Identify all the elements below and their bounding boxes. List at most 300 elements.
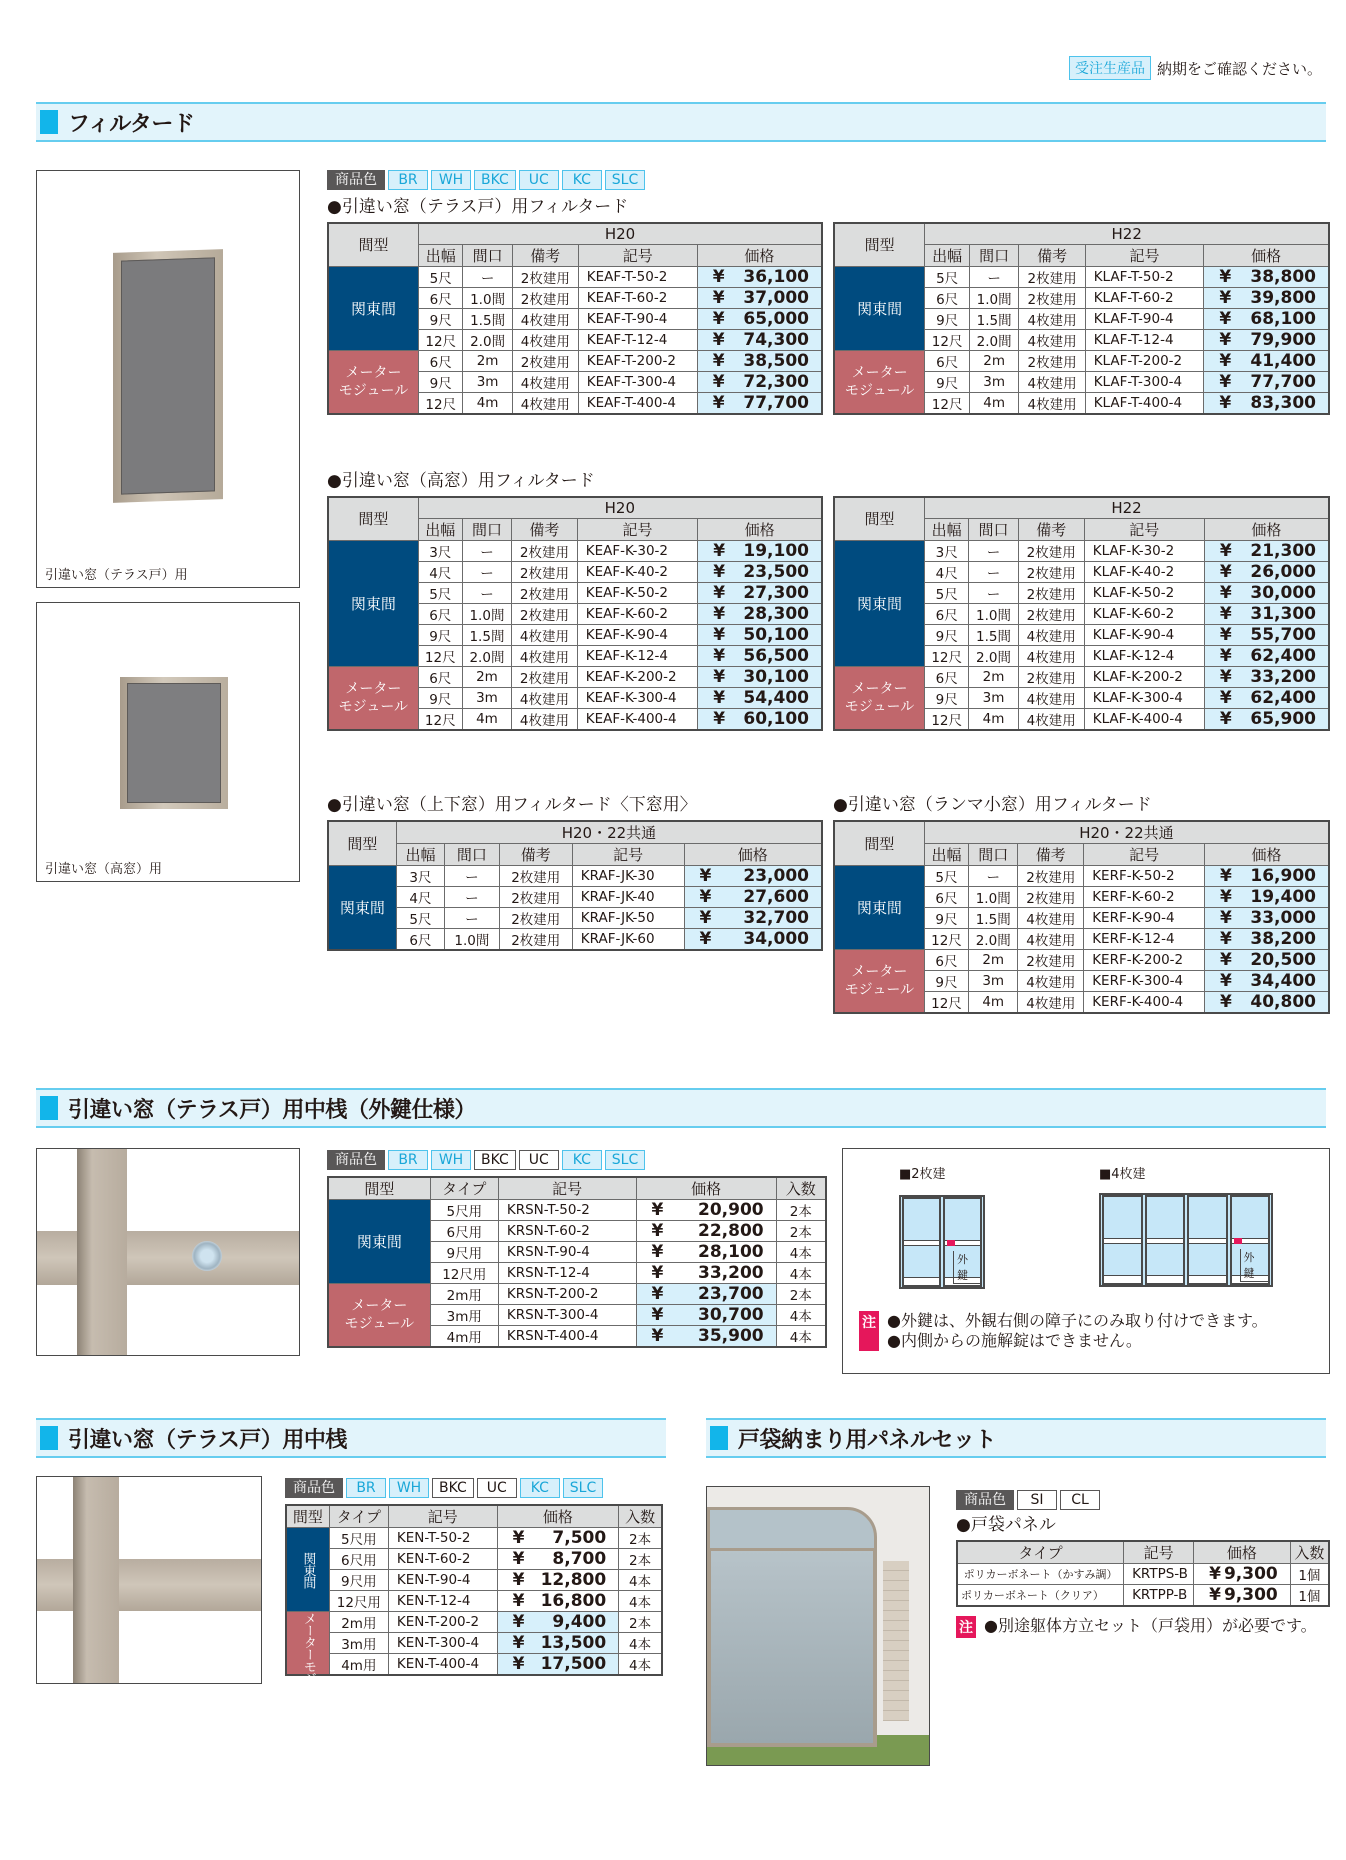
cell-code: KLAF-T-200-2 — [1085, 350, 1204, 371]
cell-note: 4枚建用 — [512, 329, 578, 350]
cell-price — [1205, 908, 1329, 929]
col-header: 記号 — [1084, 518, 1204, 540]
height-header: H20・22共通 — [396, 821, 822, 844]
color-label: 商品色 — [285, 1478, 343, 1498]
cell-note: 2枚建用 — [512, 603, 578, 624]
col-header: 間口 — [445, 844, 500, 866]
made-to-order-badge: 受注生産品 — [1069, 56, 1151, 80]
price-value: 34,000 — [743, 929, 809, 949]
group-label: メーター — [851, 364, 908, 381]
cell-price — [636, 1284, 776, 1305]
price-table — [327, 222, 823, 415]
col-header: 間型 — [328, 497, 418, 540]
group-meter-module — [834, 950, 924, 1014]
col-header: 備考 — [512, 244, 578, 266]
cell-price — [1205, 971, 1329, 992]
cell-qty: 4本 — [619, 1591, 662, 1612]
table-row — [286, 1633, 662, 1654]
price-value: 65,900 — [1250, 708, 1316, 729]
cell-span: 2m — [969, 350, 1019, 371]
cell-note: 2枚建用 — [499, 908, 572, 929]
col-header: 価格 — [1205, 844, 1329, 866]
cell-price — [1205, 992, 1329, 1014]
cell-width: 5尺 — [925, 582, 969, 603]
cell-span: ー — [462, 582, 511, 603]
col-header: 間型 — [328, 821, 396, 866]
price-table-krsn — [327, 1176, 827, 1348]
yen-sign: ¥ — [1219, 540, 1232, 561]
cell-price — [684, 866, 822, 887]
yen-sign: ¥ — [1219, 266, 1232, 287]
cell-width: 5尺 — [418, 582, 462, 603]
yen-sign: ¥ — [699, 887, 712, 907]
cell-price — [636, 1200, 776, 1221]
cell-span: ー — [445, 866, 500, 887]
table-row — [957, 1564, 1329, 1585]
col-header: 出幅 — [396, 844, 444, 866]
col-header: 記号 — [577, 518, 697, 540]
price-value: 40,800 — [1250, 992, 1316, 1012]
table-row — [834, 266, 1329, 287]
price-value: 36,100 — [743, 266, 809, 287]
cell-qty: 4本 — [619, 1570, 662, 1591]
yen-sign: ¥ — [512, 1633, 525, 1653]
price-value: 62,400 — [1250, 687, 1316, 708]
cell-type: ポリカーボネート（かすみ調） — [957, 1564, 1124, 1585]
yen-sign: ¥ — [651, 1263, 664, 1283]
product-image-nakasan-key — [36, 1148, 300, 1356]
cell-width: 6尺 — [925, 603, 969, 624]
yen-sign: ¥ — [712, 308, 725, 329]
cell-width: 9尺 — [925, 308, 970, 329]
yen-sign: ¥ — [1219, 708, 1232, 729]
cell-note: 2枚建用 — [512, 266, 578, 287]
cell-width: 4尺 — [925, 561, 969, 582]
cell-width: 9尺 — [924, 908, 968, 929]
cell-span: 3m — [969, 971, 1018, 992]
cell-price — [698, 561, 822, 582]
cell-width: 12尺 — [925, 708, 969, 730]
price-value: 54,400 — [743, 687, 809, 708]
cell-span: ー — [969, 540, 1018, 561]
yen-sign: ¥ — [713, 666, 726, 687]
group-label: メーター — [351, 1298, 408, 1314]
cell-note: 2枚建用 — [1018, 540, 1084, 561]
yen-sign: ¥ — [1220, 887, 1232, 907]
cell-price — [1205, 887, 1329, 908]
cell-price — [1205, 929, 1329, 950]
cell-price — [698, 666, 822, 687]
notice-text: 納期をご確認ください。 — [1156, 59, 1322, 78]
cell-code: KEAF-K-300-4 — [577, 687, 697, 708]
note-line: ●内側からの施解錠はできません。 — [887, 1331, 1142, 1350]
col-header: タイプ — [329, 1505, 388, 1528]
price-value: 30,700 — [698, 1305, 764, 1325]
cell-span: 1.0間 — [969, 887, 1018, 908]
table-row — [328, 666, 822, 687]
cell-price — [497, 1549, 619, 1570]
col-header: 備考 — [499, 844, 572, 866]
cell-type: 2m用 — [430, 1284, 498, 1305]
filter-frame-image — [120, 677, 228, 809]
cell-note: 4枚建用 — [512, 371, 578, 392]
cell-code: KEN-T-12-4 — [388, 1591, 497, 1612]
cell-width: 12尺 — [924, 929, 968, 950]
price-table-high-h22 — [833, 496, 1330, 731]
cell-span: 2m — [969, 666, 1018, 687]
height-header: H20 — [418, 497, 822, 518]
cell-price — [1204, 582, 1329, 603]
cell-code: KEAF-T-60-2 — [578, 287, 697, 308]
cell-price — [497, 1570, 619, 1591]
price-value: 9,400 — [552, 1612, 607, 1632]
price-value: 28,100 — [698, 1242, 764, 1262]
price-value: 30,100 — [743, 666, 809, 687]
group-label: モジュール — [344, 1316, 415, 1332]
section-title: フィルタード — [68, 111, 195, 137]
cell-note: 2枚建用 — [1019, 266, 1085, 287]
height-header: H22 — [925, 223, 1329, 244]
product-image-terrace — [36, 170, 300, 588]
height-header: H22 — [925, 497, 1329, 518]
yen-sign: ¥ — [512, 1654, 525, 1674]
cell-span: 2.0間 — [463, 329, 512, 350]
cell-span: 1.0間 — [445, 929, 500, 951]
cell-width: 3尺 — [396, 866, 444, 887]
cell-note: 4枚建用 — [1018, 971, 1084, 992]
yen-sign: ¥ — [1220, 908, 1232, 928]
cell-type: 6尺用 — [430, 1221, 498, 1242]
product-colors — [285, 1478, 603, 1498]
cell-width: 12尺 — [418, 708, 462, 730]
cell-width: 12尺 — [925, 645, 969, 666]
group-kanto: 関東間 — [328, 866, 396, 951]
cell-width: 12尺 — [925, 329, 970, 350]
cell-price — [1204, 371, 1329, 392]
price-value: 68,100 — [1250, 308, 1316, 329]
cell-span: 3m — [969, 371, 1019, 392]
table-row — [286, 1654, 662, 1676]
yen-sign: ¥ — [1219, 329, 1232, 350]
cell-code: KEAF-T-90-4 — [578, 308, 697, 329]
cell-width: 5尺 — [924, 866, 968, 887]
cell-code: KRAF-JK-60 — [572, 929, 684, 951]
cell-qty: 4本 — [776, 1263, 826, 1284]
cell-code: KEAF-T-400-4 — [578, 392, 697, 414]
cell-note: 2枚建用 — [1018, 603, 1084, 624]
yen-sign: ¥ — [1219, 603, 1232, 624]
cell-span: 2.0間 — [969, 645, 1018, 666]
cell-code: KRTPS-B — [1124, 1564, 1194, 1585]
cell-code: KLAF-K-60-2 — [1084, 603, 1204, 624]
cell-type: 4m用 — [430, 1326, 498, 1348]
cell-span: 1.0間 — [969, 603, 1018, 624]
cell-span: 2.0間 — [462, 645, 511, 666]
cell-width: 9尺 — [925, 371, 970, 392]
cell-width: 6尺 — [925, 666, 969, 687]
cell-span: 4m — [969, 708, 1018, 730]
col-header: 間型 — [834, 821, 924, 866]
yen-sign: ¥ — [712, 266, 725, 287]
cell-code: KEAF-T-12-4 — [578, 329, 697, 350]
cell-note: 4枚建用 — [1019, 308, 1085, 329]
color-label: 商品色 — [327, 1150, 385, 1170]
price-table-panel — [956, 1540, 1330, 1607]
yen-sign: ¥ — [713, 561, 726, 582]
price-value: 27,300 — [743, 582, 809, 603]
cell-width: 12尺 — [419, 392, 463, 414]
cell-qty: 2本 — [776, 1284, 826, 1305]
cell-note: 2枚建用 — [1018, 866, 1084, 887]
table-row — [328, 908, 822, 929]
cell-span: 4m — [969, 392, 1019, 414]
color-chip: BR — [388, 1150, 428, 1170]
cell-code: KLAF-T-300-4 — [1085, 371, 1204, 392]
height-header: H20 — [419, 223, 822, 244]
color-chip: SI — [1017, 1490, 1057, 1510]
cell-note: 2枚建用 — [512, 666, 578, 687]
col-header: 記号 — [578, 244, 697, 266]
price-table — [327, 1176, 827, 1348]
col-header: 備考 — [512, 518, 578, 540]
cell-code: KLAF-K-30-2 — [1084, 540, 1204, 561]
cell-price — [697, 392, 822, 414]
table-row — [328, 266, 822, 287]
col-header: 間口 — [969, 844, 1018, 866]
cell-price — [636, 1221, 776, 1242]
cell-width: 12尺 — [924, 992, 968, 1014]
yen-sign: ¥ — [1219, 287, 1232, 308]
cell-code: KEN-T-50-2 — [388, 1528, 497, 1549]
cell-span: 4m — [462, 708, 511, 730]
price-table-ranma — [833, 820, 1330, 1014]
window-4-panel-diagram — [1099, 1193, 1273, 1287]
cell-code: KLAF-K-40-2 — [1084, 561, 1204, 582]
price-value: 22,800 — [698, 1221, 764, 1241]
col-header: 間口 — [463, 244, 512, 266]
yen-sign: ¥ — [1220, 950, 1232, 970]
cell-width: 9尺 — [419, 308, 463, 329]
cell-qty: 4本 — [776, 1305, 826, 1326]
price-value: 16,900 — [1250, 866, 1316, 886]
cell-width: 9尺 — [418, 624, 462, 645]
cell-note: 4枚建用 — [512, 624, 578, 645]
section-marker-icon — [40, 1426, 58, 1450]
table-row — [834, 666, 1329, 687]
group-meter-module — [834, 666, 925, 730]
cell-span: ー — [445, 887, 500, 908]
cell-note: 2枚建用 — [512, 561, 578, 582]
cell-note: 2枚建用 — [1018, 561, 1084, 582]
price-value: 20,900 — [698, 1200, 764, 1220]
yen-sign: ¥ — [512, 1549, 525, 1569]
diagram-label-4-panel: ■4枚建 — [1099, 1167, 1146, 1182]
cell-note: 4枚建用 — [1019, 371, 1085, 392]
cell-code: KLAF-T-50-2 — [1085, 266, 1204, 287]
cell-qty: 4本 — [776, 1242, 826, 1263]
product-image-high — [36, 602, 300, 882]
price-value: 21,300 — [1250, 540, 1316, 561]
col-header: 間口 — [969, 244, 1019, 266]
cell-code: KERF-K-300-4 — [1084, 971, 1205, 992]
price-table-terrace-h22 — [833, 222, 1330, 415]
yen-sign: ¥ — [1219, 624, 1232, 645]
cell-span: 3m — [463, 371, 512, 392]
group-kanto: 関東間 — [286, 1528, 329, 1612]
cell-code: KLAF-T-90-4 — [1085, 308, 1204, 329]
price-value: 83,300 — [1250, 392, 1316, 413]
cell-qty: 4本 — [619, 1633, 662, 1654]
col-header: 間型 — [286, 1505, 329, 1528]
group-label: モジュール — [844, 382, 915, 399]
color-chip: UC — [477, 1478, 517, 1498]
cell-span: ー — [969, 866, 1018, 887]
price-value: 37,000 — [743, 287, 809, 308]
outer-key-marker-icon — [947, 1240, 955, 1246]
cell-note: 2枚建用 — [512, 540, 578, 561]
cell-code: KEAF-K-400-4 — [577, 708, 697, 730]
price-value: 60,100 — [743, 708, 809, 729]
cell-type: 12尺用 — [430, 1263, 498, 1284]
cell-span: 1.0間 — [969, 287, 1019, 308]
table-row — [328, 1284, 826, 1305]
cell-price — [1204, 561, 1329, 582]
group-meter-module — [834, 350, 925, 414]
group-kanto: 関東間 — [834, 266, 925, 350]
cell-code: KRSN-T-50-2 — [498, 1200, 636, 1221]
col-header: 記号 — [1124, 1541, 1194, 1564]
cell-note: 2枚建用 — [1018, 666, 1084, 687]
col-header: 価格 — [697, 244, 822, 266]
cell-note: 4枚建用 — [1018, 908, 1084, 929]
col-header: 間口 — [462, 518, 511, 540]
note-line: ●外鍵は、外観右側の障子にのみ取り付けできます。 — [887, 1311, 1268, 1330]
group-kanto: 関東間 — [834, 540, 925, 666]
price-value: 30,000 — [1250, 582, 1316, 603]
yen-sign: ¥ — [1219, 666, 1232, 687]
diagram-label-2-panel: ■2枚建 — [899, 1167, 946, 1182]
cell-price: ¥ 9,300 — [1194, 1564, 1291, 1585]
cell-price — [698, 687, 822, 708]
price-value: 20,500 — [1250, 950, 1316, 970]
group-meter-module — [286, 1612, 329, 1720]
cell-price — [684, 887, 822, 908]
yen-sign: ¥ — [512, 1570, 525, 1590]
price-value: 23,700 — [698, 1284, 764, 1304]
group-label: メーター — [345, 364, 402, 381]
cell-width: 6尺 — [924, 950, 968, 971]
yen-sign: ¥ — [1220, 971, 1232, 991]
cell-width: 4尺 — [396, 887, 444, 908]
color-chip: UC — [519, 1150, 559, 1170]
group-label: メーター — [851, 680, 908, 697]
cell-price — [497, 1591, 619, 1612]
col-header: 出幅 — [925, 518, 969, 540]
price-table — [833, 222, 1330, 415]
cell-note: 2枚建用 — [1018, 582, 1084, 603]
group-label: モジュール — [844, 982, 915, 998]
table-row — [286, 1528, 662, 1549]
section-marker-icon — [710, 1426, 728, 1450]
group-label: モジュール — [338, 698, 409, 715]
price-table-terrace-h20 — [327, 222, 823, 415]
cell-price — [698, 582, 822, 603]
cell-width: 12尺 — [418, 645, 462, 666]
col-header: 価格 — [636, 1177, 776, 1200]
cell-width: 6尺 — [925, 350, 970, 371]
price-value: 65,000 — [743, 308, 809, 329]
product-colors — [327, 170, 645, 190]
price-value: 55,700 — [1250, 624, 1316, 645]
table-row — [328, 1200, 826, 1221]
cell-span: ー — [445, 908, 500, 929]
cell-price — [698, 708, 822, 730]
yen-sign: ¥ — [1219, 561, 1232, 582]
group-meter-module — [328, 666, 418, 730]
col-header: 価格 — [1204, 244, 1329, 266]
cell-code: KERF-K-50-2 — [1084, 866, 1205, 887]
yen-sign: ¥ — [512, 1528, 525, 1548]
price-table — [833, 496, 1330, 731]
col-header: 備考 — [1018, 518, 1084, 540]
color-label: 商品色 — [956, 1490, 1014, 1510]
cell-price — [1204, 266, 1329, 287]
cell-note: 4枚建用 — [512, 687, 578, 708]
col-header: 備考 — [1019, 244, 1085, 266]
cell-note: 2枚建用 — [1019, 350, 1085, 371]
cell-note: 2枚建用 — [512, 287, 578, 308]
filter-frame-image — [113, 249, 223, 503]
yen-sign: ¥ — [651, 1221, 664, 1241]
cell-width: 6尺 — [924, 887, 968, 908]
col-header: 備考 — [1018, 844, 1084, 866]
cell-width: 9尺 — [419, 371, 463, 392]
price-value: 38,500 — [743, 350, 809, 371]
cell-price — [1204, 350, 1329, 371]
yen-sign: ¥ — [1219, 308, 1232, 329]
price-value: 33,200 — [1250, 666, 1316, 687]
col-header: 出幅 — [924, 844, 968, 866]
group-label: モジュール — [844, 698, 915, 715]
yen-sign: ¥ — [1219, 371, 1232, 392]
cell-price — [636, 1242, 776, 1263]
cell-type: 5尺用 — [329, 1528, 388, 1549]
table-row — [286, 1612, 662, 1633]
yen-sign: ¥ — [512, 1612, 525, 1632]
yen-sign: ¥ — [512, 1591, 525, 1611]
made-to-order-notice — [1069, 56, 1322, 80]
cell-code: KEAF-K-90-4 — [577, 624, 697, 645]
cell-span: ー — [463, 266, 512, 287]
cell-code: KEAF-K-12-4 — [577, 645, 697, 666]
cell-price — [636, 1326, 776, 1348]
cell-note: 2枚建用 — [512, 350, 578, 371]
cell-qty: 2本 — [619, 1612, 662, 1633]
cell-price — [636, 1305, 776, 1326]
cell-width: 9尺 — [925, 624, 969, 645]
cell-type: 5尺用 — [430, 1200, 498, 1221]
price-value: 56,500 — [743, 645, 809, 666]
cell-price — [697, 308, 822, 329]
price-value: 27,600 — [743, 887, 809, 907]
group-meter-module — [328, 1284, 430, 1348]
cell-code: KRSN-T-60-2 — [498, 1221, 636, 1242]
col-header: 記号 — [1085, 244, 1204, 266]
yen-sign: ¥ — [1219, 392, 1232, 413]
cell-code: KEN-T-60-2 — [388, 1549, 497, 1570]
price-value: 34,400 — [1250, 971, 1316, 991]
yen-sign: ¥ — [713, 708, 726, 729]
